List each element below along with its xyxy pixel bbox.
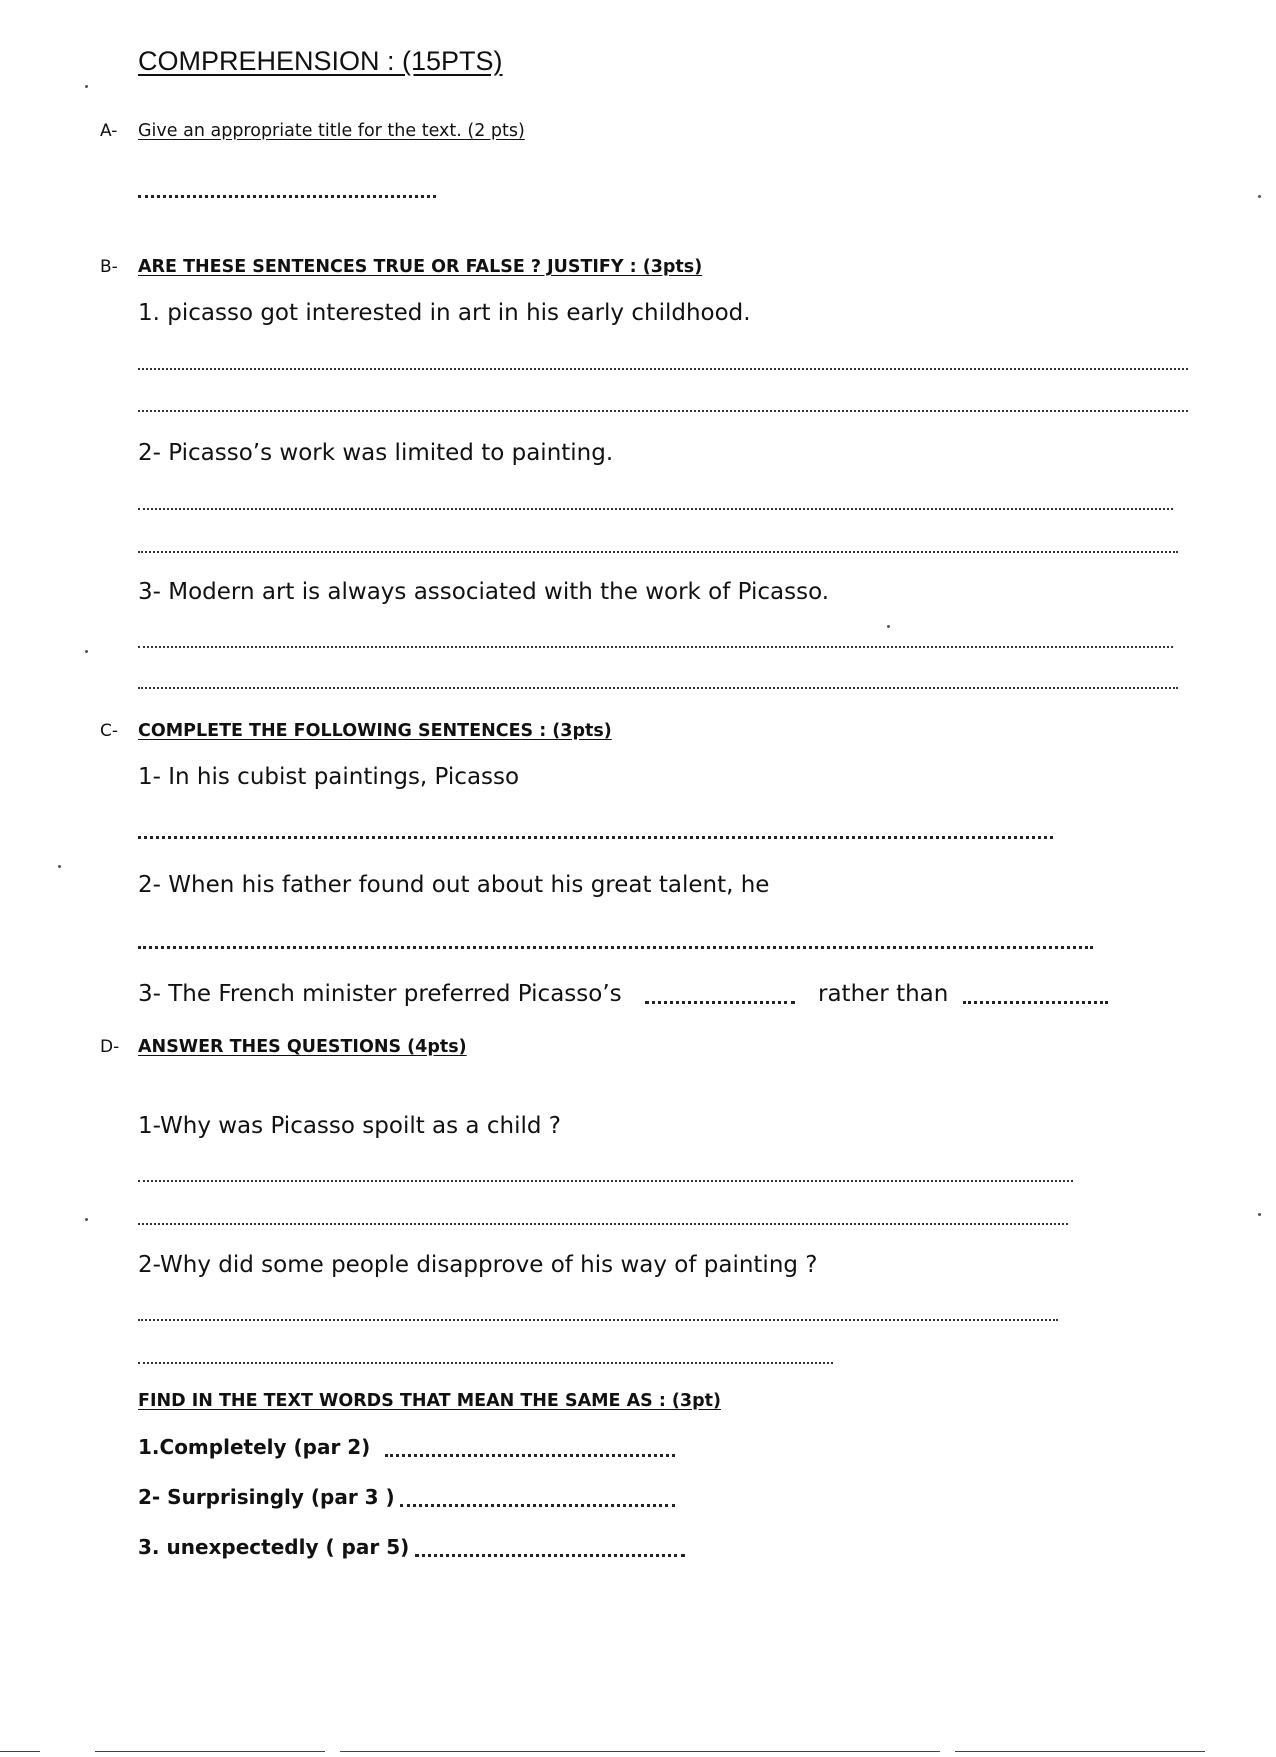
question-answer-line-1b[interactable] <box>138 1223 1068 1225</box>
tf-statement-1: 1. picasso got interested in art in his early childhood. <box>138 300 751 326</box>
vocab-answer-line-2[interactable] <box>400 1504 675 1507</box>
vocab-item-3: 3. unexpectedly ( par 5) <box>138 1535 410 1559</box>
complete-answer-line-1[interactable] <box>138 836 1053 839</box>
complete-answer-line-2[interactable] <box>138 946 1093 949</box>
section-c-heading: COMPLETE THE FOLLOWING SENTENCES : (3pts) <box>138 721 612 741</box>
section-a-heading: Give an appropriate title for the text. (2 pts) <box>138 121 525 141</box>
tf-answer-line-2b[interactable] <box>138 551 1178 553</box>
question-1: 1-Why was Picasso spoilt as a child ? <box>138 1113 561 1139</box>
footer-rule <box>955 1751 1205 1752</box>
scan-speck <box>85 85 88 88</box>
section-a-letter: A- <box>100 121 118 141</box>
tf-answer-line-3b[interactable] <box>138 687 1178 689</box>
tf-statement-3: 3- Modern art is always associated with the work of Picasso. <box>138 579 830 605</box>
section-d-letter: D- <box>100 1037 120 1057</box>
vocabulary-heading: FIND IN THE TEXT WORDS THAT MEAN THE SAME AS : (3pt) <box>138 1391 721 1411</box>
question-2: 2-Why did some people disapprove of his way of painting ? <box>138 1252 818 1278</box>
complete-sentence-3-start: 3- The French minister preferred Picasso’s <box>138 981 622 1007</box>
scan-speck <box>85 650 88 653</box>
section-b-letter: B- <box>100 257 118 277</box>
title-answer-line[interactable] <box>138 195 436 198</box>
scan-speck <box>85 1218 88 1221</box>
scan-speck <box>1258 1213 1261 1216</box>
complete-sentence-1: 1- In his cubist paintings, Picasso <box>138 764 520 790</box>
complete-sentence-3-middle: rather than <box>818 981 949 1007</box>
section-c-letter: C- <box>100 721 119 741</box>
scan-speck <box>1258 195 1261 198</box>
vocab-answer-line-3[interactable] <box>415 1554 685 1557</box>
footer-rule <box>0 1751 40 1752</box>
scan-speck <box>58 865 61 868</box>
section-d-heading: ANSWER THES QUESTIONS (4pts) <box>138 1037 467 1057</box>
question-answer-line-2a[interactable] <box>138 1319 1058 1321</box>
vocab-item-1: 1.Completely (par 2) <box>138 1435 371 1459</box>
tf-answer-line-3a[interactable] <box>138 646 1173 648</box>
footer-rule <box>340 1751 940 1752</box>
tf-answer-line-1b[interactable] <box>138 410 1188 412</box>
question-answer-line-1a[interactable] <box>138 1180 1073 1182</box>
tf-answer-line-1a[interactable] <box>138 368 1188 370</box>
tf-answer-line-2a[interactable] <box>138 508 1173 510</box>
footer-rule <box>95 1751 325 1752</box>
question-answer-line-2b[interactable] <box>138 1362 833 1364</box>
complete-answer-blank-3a[interactable] <box>645 1001 795 1004</box>
vocab-answer-line-1[interactable] <box>385 1454 675 1457</box>
complete-answer-blank-3b[interactable] <box>963 1001 1108 1004</box>
vocab-item-2: 2- Surprisingly (par 3 ) <box>138 1485 395 1509</box>
page-title: COMPREHENSION : (15PTS) <box>138 46 503 76</box>
section-b-heading: ARE THESE SENTENCES TRUE OR FALSE ? JUSTIFY : (3pts) <box>138 257 703 277</box>
tf-statement-2: 2- Picasso’s work was limited to painting. <box>138 440 614 466</box>
scan-speck <box>887 625 890 628</box>
complete-sentence-2: 2- When his father found out about his great talent, he <box>138 872 770 898</box>
